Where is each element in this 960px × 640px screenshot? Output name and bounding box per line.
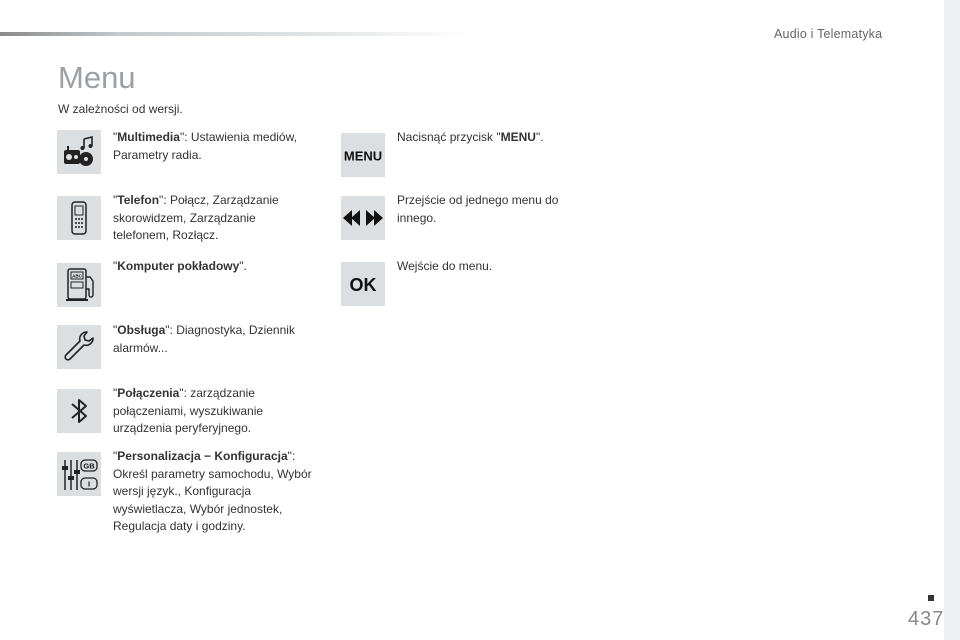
page-edge-strip bbox=[944, 0, 960, 640]
bluetooth-icon bbox=[57, 389, 101, 433]
menu-item-telefon: "Telefon": Połącz, Zarządzanie skorowidzem, Zarządzanie telefonem, Rozłącz. bbox=[113, 193, 279, 242]
svg-text:MENU: MENU bbox=[343, 148, 383, 164]
menu-item-komputer: "Komputer pokładowy". bbox=[113, 259, 247, 273]
control-arrows-description: Przejście od jednego menu do innego. bbox=[397, 193, 559, 225]
fuel-pump-icon bbox=[57, 263, 101, 307]
menu-item-polaczenia: "Połączenia": zarządzanie połączeniami, wyszukiwanie urządzenia peryferyjnego. bbox=[113, 386, 264, 435]
svg-text:I: I bbox=[87, 479, 91, 489]
page-title: Menu bbox=[58, 60, 136, 95]
svg-text:ABC: ABC bbox=[72, 273, 82, 279]
control-ok-description: Wejście do menu. bbox=[397, 259, 493, 273]
ok-button-icon bbox=[341, 262, 385, 306]
settings-sliders-icon bbox=[57, 452, 101, 496]
phone-icon bbox=[57, 196, 101, 240]
wrench-icon bbox=[57, 325, 101, 369]
control-menu-description: Nacisnąć przycisk "MENU". bbox=[397, 130, 544, 144]
prev-next-arrows-icon bbox=[341, 196, 385, 240]
menu-item-multimedia: "Multimedia": Ustawienia mediów, Parametry radia. bbox=[113, 130, 297, 162]
section-header: Audio i Telematyka bbox=[774, 27, 883, 41]
menu-item-personalizacja: "Personalizacja − Konfiguracja": Określ parametry samochodu, Wybór wersji język., Konfiguracja wyświetlacza, Wybór jednostek, Regulacja daty i godziny. bbox=[113, 449, 312, 533]
page-subtitle: W zależności od wersji. bbox=[58, 102, 183, 116]
menu-item-obsluga: "Obsługa": Diagnostyka, Dziennik alarmów... bbox=[113, 323, 295, 355]
svg-text:GB: GB bbox=[83, 461, 95, 471]
svg-text:OK: OK bbox=[349, 275, 377, 295]
page-marker bbox=[928, 595, 934, 601]
multimedia-icon bbox=[57, 130, 101, 174]
header-rule bbox=[0, 32, 470, 36]
page-number: 437 bbox=[908, 608, 945, 630]
menu-button-icon bbox=[341, 133, 385, 177]
